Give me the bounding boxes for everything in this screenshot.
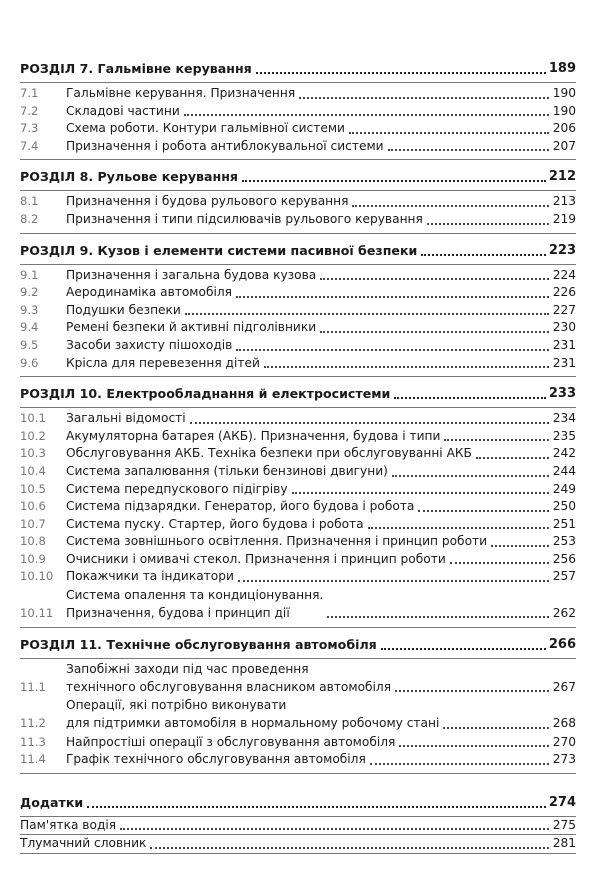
toc-entry — [20, 211, 576, 229]
entry-page-number: 207 — [552, 138, 576, 153]
dot-leader — [264, 366, 549, 368]
dot-leader — [238, 580, 549, 582]
entry-title-wrap — [66, 355, 552, 373]
toc-section — [20, 634, 576, 774]
entry-title — [66, 551, 446, 569]
entry-number: 8.2 — [20, 211, 39, 226]
entry-title-line: Найпростіші операції з обслуговування автомобіля — [66, 734, 396, 749]
toc-entry — [20, 284, 576, 302]
table-of-contents — [20, 58, 576, 854]
entry-title-wrap — [66, 85, 552, 103]
entry-title-wrap — [66, 410, 552, 428]
entry-title-line: Запобіжні заходи під час проведення — [66, 662, 309, 677]
entry-title — [66, 355, 260, 373]
entry-title-wrap — [66, 734, 552, 752]
toc-entry — [20, 734, 576, 752]
entry-number: 7.4 — [20, 138, 39, 153]
entry-number: 10.2 — [20, 428, 46, 443]
entry-number: 10.4 — [20, 463, 46, 478]
entry-number: 9.1 — [20, 267, 39, 282]
toc-entry — [20, 751, 576, 769]
entry-number: 10.1 — [20, 411, 46, 426]
section-page-number: 189 — [548, 61, 576, 76]
entry-title-line: для підтримки автомобіля в нормальному робочому стані — [66, 716, 440, 731]
toc-entry — [20, 302, 576, 320]
entry-number: 9.3 — [20, 302, 39, 317]
entry-title — [66, 211, 423, 229]
entry-title-wrap — [66, 463, 552, 481]
dot-leader — [392, 475, 549, 477]
appendix-heading-row — [20, 792, 576, 817]
entry-title-line: Загальні відомості — [66, 411, 186, 426]
appendix-entry-title: Тлумачний словник — [20, 836, 147, 851]
entry-title — [66, 284, 232, 302]
toc-entry — [20, 533, 576, 551]
dot-leader — [381, 648, 546, 650]
dot-leader — [327, 616, 549, 618]
entry-title-line: Складові частини — [66, 103, 180, 118]
appendix-entry-title: Пам'ятка водія — [20, 817, 117, 832]
entry-title-line: технічного обслуговування власником автомобіля — [66, 679, 392, 694]
toc-section — [20, 383, 576, 628]
dot-leader — [370, 763, 549, 765]
entry-title — [66, 463, 388, 481]
toc-entry — [20, 428, 576, 446]
entry-title-line: Система підзарядки. Генератор, його будова і робота — [66, 499, 415, 514]
entry-page-number: 273 — [552, 752, 576, 767]
entry-title-wrap — [66, 211, 552, 229]
dot-leader — [491, 545, 549, 547]
entry-title-wrap — [66, 193, 552, 211]
section-heading-row — [20, 166, 576, 191]
entry-title — [66, 120, 345, 138]
dot-leader — [87, 806, 546, 808]
dot-leader — [444, 439, 549, 441]
entry-title-wrap — [66, 138, 552, 156]
entry-page-number: 226 — [552, 285, 576, 300]
entry-title — [66, 587, 323, 622]
dot-leader — [190, 422, 549, 424]
toc-section — [20, 240, 576, 378]
section-heading-row — [20, 634, 576, 659]
toc-entry — [20, 551, 576, 569]
entry-title — [66, 138, 384, 156]
dot-leader — [395, 690, 549, 692]
entry-title-line: Гальмівне керування. Призначення — [66, 86, 296, 100]
entry-title-wrap — [66, 445, 552, 463]
dot-leader — [150, 847, 549, 849]
section-heading-row — [20, 383, 576, 408]
entry-number: 10.5 — [20, 481, 46, 496]
entry-number: 10.8 — [20, 534, 46, 549]
entry-number: 7.2 — [20, 103, 39, 118]
dot-leader — [399, 745, 549, 747]
entry-page-number: 251 — [552, 516, 576, 531]
entry-number: 11.4 — [20, 752, 46, 767]
dot-leader — [320, 278, 549, 280]
dot-leader — [120, 828, 549, 830]
entry-title-line: Система опалення та кондиціонування. — [66, 588, 324, 603]
appendix-entry-page-number: 281 — [552, 836, 576, 851]
dot-leader — [476, 457, 549, 459]
toc-section — [20, 166, 576, 233]
entry-title-wrap — [66, 661, 552, 696]
entry-title-line: Призначення і робота антиблокувальної системи — [66, 138, 384, 153]
appendix-entry-page-number: 275 — [552, 817, 576, 832]
entry-title-wrap — [66, 481, 552, 499]
toc-entry — [20, 337, 576, 355]
entry-title-wrap — [66, 428, 552, 446]
entry-title — [66, 337, 232, 355]
appendix-section — [20, 792, 576, 854]
toc-entry — [20, 587, 576, 622]
dot-leader — [236, 349, 549, 351]
entry-page-number: 190 — [552, 103, 576, 118]
entry-page-number: 242 — [552, 446, 576, 461]
toc-entry — [20, 697, 576, 732]
entry-number: 11.1 — [20, 679, 46, 694]
entry-title — [66, 319, 316, 337]
dot-leader — [320, 331, 549, 333]
toc-entry — [20, 120, 576, 138]
entry-title — [66, 697, 439, 732]
entry-title — [66, 516, 364, 534]
entry-title-wrap — [66, 587, 552, 622]
toc-entry — [20, 568, 576, 586]
entry-number: 11.3 — [20, 734, 46, 749]
entry-page-number: 256 — [552, 551, 576, 566]
dot-leader — [352, 205, 549, 207]
entry-number: 7.3 — [20, 121, 39, 136]
entry-title-wrap — [66, 103, 552, 121]
entry-page-number: 253 — [552, 534, 576, 549]
entry-page-number: 257 — [552, 569, 576, 584]
dot-leader — [427, 223, 549, 225]
entry-title-line: Система передпускового підігріву — [66, 481, 288, 496]
toc-entry — [20, 103, 576, 121]
entry-title — [66, 302, 181, 320]
entry-title-line: Операції, які потрібно виконувати — [66, 698, 287, 713]
entry-title — [66, 751, 366, 769]
entry-page-number: 262 — [552, 605, 576, 620]
dot-leader — [299, 97, 549, 99]
entry-title-wrap — [66, 533, 552, 551]
entry-number: 10.7 — [20, 516, 46, 531]
entry-page-number: 227 — [552, 302, 576, 317]
toc-entry — [20, 661, 576, 696]
section-page-number: 266 — [548, 637, 576, 653]
toc-entry — [20, 319, 576, 337]
entry-title-wrap — [66, 302, 552, 320]
entry-page-number: 244 — [552, 463, 576, 478]
entry-title — [66, 267, 316, 285]
section-heading: РОЗДІЛ 11. Технічне обслуговування автомобіля — [20, 637, 377, 653]
toc-entry — [20, 445, 576, 463]
toc-entry — [20, 85, 576, 103]
section-page-number: 212 — [548, 169, 576, 185]
toc-entry — [20, 355, 576, 373]
entry-title — [66, 661, 391, 696]
entry-title-wrap — [66, 498, 552, 516]
entry-title-wrap — [66, 284, 552, 302]
entry-title-line: Схема роботи. Контури гальмівної системи — [66, 121, 345, 136]
entry-title-wrap — [66, 516, 552, 534]
entry-title-wrap — [66, 568, 552, 586]
section-heading: РОЗДІЛ 9. Кузов і елементи системи пасивної безпеки — [20, 242, 418, 258]
entry-title — [66, 734, 395, 752]
section-heading: РОЗДІЛ 7. Гальмівне керування — [20, 61, 252, 76]
entry-title-line: Аеродинаміка автомобіля — [66, 285, 232, 300]
entry-number: 10.9 — [20, 551, 46, 566]
entry-page-number: 268 — [552, 716, 576, 731]
entry-title-line: Призначення і загальна будова кузова — [66, 267, 317, 282]
entry-number: 10.10 — [20, 569, 54, 584]
dot-leader — [421, 254, 546, 256]
entry-page-number: 270 — [552, 734, 576, 749]
entry-page-number: 234 — [552, 411, 576, 426]
entry-number: 10.11 — [20, 605, 54, 620]
dot-leader — [349, 132, 549, 134]
entry-title-line: Обслуговування АКБ. Техніка безпеки при обслуговуванні АКБ — [66, 446, 472, 461]
entry-page-number: 267 — [552, 679, 576, 694]
dot-leader — [256, 72, 546, 74]
entry-number: 9.5 — [20, 337, 39, 352]
entry-title — [66, 445, 472, 463]
entry-title-line: Система пуску. Стартер, його будова і робота — [66, 516, 364, 531]
entry-title — [66, 103, 180, 121]
dot-leader — [292, 492, 549, 494]
dot-leader — [242, 180, 546, 182]
entry-title — [66, 410, 186, 428]
entry-title-line: Акумуляторна батарея (АКБ). Призначення, будова і типи — [66, 428, 441, 443]
toc-entry — [20, 410, 576, 428]
entry-title — [66, 85, 295, 103]
entry-number: 9.6 — [20, 355, 39, 370]
entry-title-wrap — [66, 319, 552, 337]
entry-page-number: 249 — [552, 481, 576, 496]
entry-title-line: Покажчики та індикатори — [66, 569, 234, 584]
entry-title — [66, 481, 288, 499]
entry-title-wrap — [66, 120, 552, 138]
entry-title-line: Крісла для перевезення дітей — [66, 355, 260, 370]
entry-number: 11.2 — [20, 716, 46, 731]
section-heading-row — [20, 58, 576, 83]
section-heading-row — [20, 240, 576, 265]
entry-number: 9.4 — [20, 320, 39, 335]
entry-title — [66, 498, 414, 516]
section-heading: РОЗДІЛ 8. Рульове керування — [20, 169, 239, 185]
entry-title-wrap — [66, 751, 552, 769]
entry-page-number: 235 — [552, 428, 576, 443]
appendix-entry — [20, 835, 576, 854]
entry-title — [66, 533, 487, 551]
toc-entry — [20, 463, 576, 481]
dot-leader — [418, 510, 549, 512]
entry-page-number: 231 — [552, 337, 576, 352]
entry-number: 8.1 — [20, 194, 39, 209]
entry-page-number: 206 — [552, 121, 576, 136]
entry-page-number: 224 — [552, 267, 576, 282]
section-page-number: 233 — [548, 386, 576, 402]
toc-entry — [20, 267, 576, 285]
entry-number: 10.3 — [20, 446, 46, 461]
dot-leader — [450, 562, 549, 564]
dot-leader — [185, 313, 549, 315]
entry-title-line: Призначення і типи підсилювачів рульового керування — [66, 211, 423, 226]
entry-page-number: 231 — [552, 355, 576, 370]
toc-entry — [20, 516, 576, 534]
entry-number: 7.1 — [20, 86, 39, 100]
section-heading: РОЗДІЛ 10. Електрообладнання й електросистеми — [20, 386, 391, 402]
entry-number: 9.2 — [20, 285, 39, 300]
entry-title-line: Система запалювання (тільки бензинові двигуни) — [66, 463, 388, 478]
toc-entry — [20, 193, 576, 211]
toc-entry — [20, 498, 576, 516]
entry-title-line: Очисники і омивачі стекол. Призначення і принцип роботи — [66, 551, 446, 566]
toc-entry — [20, 481, 576, 499]
entry-number: 10.6 — [20, 499, 46, 514]
entry-title-line: Система зовнішнього освітлення. Призначення і принцип роботи — [66, 534, 488, 549]
dot-leader — [368, 527, 549, 529]
appendix-page-number: 274 — [548, 794, 576, 810]
dot-leader — [236, 296, 549, 298]
entry-page-number: 250 — [552, 499, 576, 514]
appendix-heading: Додатки — [20, 794, 84, 810]
dot-leader — [443, 727, 549, 729]
entry-page-number: 230 — [552, 320, 576, 335]
entry-title-line: Подушки безпеки — [66, 302, 181, 317]
entry-title-wrap — [66, 697, 552, 732]
dot-leader — [184, 114, 549, 116]
entry-title — [66, 193, 348, 211]
entry-title-line: Призначення і будова рульового керування — [66, 194, 349, 209]
dot-leader — [394, 397, 545, 399]
entry-title-wrap — [66, 337, 552, 355]
entry-title-wrap — [66, 267, 552, 285]
entry-title-line: Призначення, будова і принцип дії — [66, 605, 290, 620]
entry-title-wrap — [66, 551, 552, 569]
toc-entry — [20, 138, 576, 156]
entry-title-line: Графік технічного обслуговування автомобіля — [66, 752, 366, 767]
appendix-entry — [20, 817, 576, 836]
entry-page-number: 213 — [552, 194, 576, 209]
entry-title-line: Засоби захисту пішоходів — [66, 337, 233, 352]
entry-title — [66, 428, 440, 446]
entry-page-number: 190 — [552, 86, 576, 100]
section-page-number: 223 — [548, 242, 576, 258]
entry-title — [66, 568, 234, 586]
toc-section — [20, 58, 576, 160]
entry-page-number: 219 — [552, 211, 576, 226]
dot-leader — [388, 149, 549, 151]
entry-title-line: Ремені безпеки й активні підголівники — [66, 320, 317, 335]
